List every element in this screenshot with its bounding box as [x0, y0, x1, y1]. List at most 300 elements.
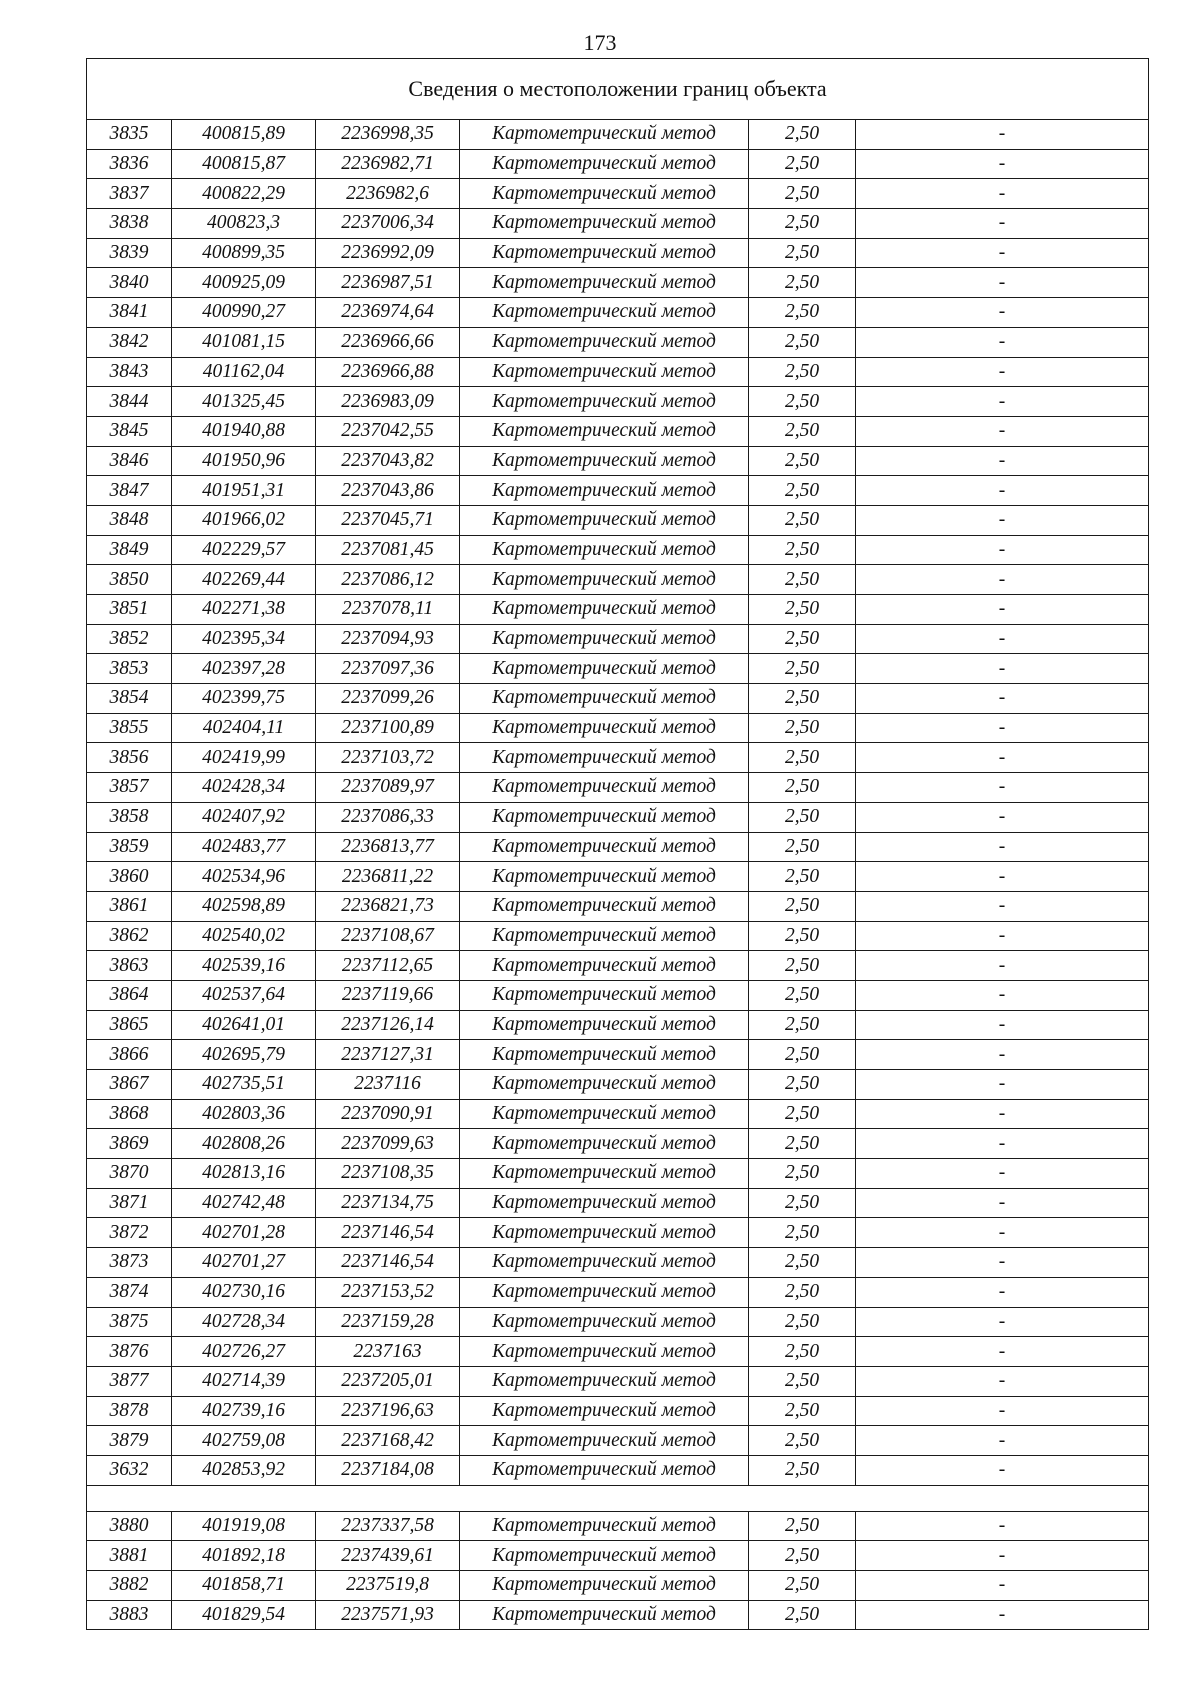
cell-point-number: 3856: [87, 743, 172, 773]
table-title-row: [87, 59, 1149, 120]
table-row: [87, 149, 1149, 179]
cell-precision: 2,50: [749, 120, 856, 150]
table-row: [87, 179, 1149, 209]
cell-precision: 2,50: [749, 1307, 856, 1337]
cell-method: Картометрический метод: [460, 179, 749, 209]
table-row: [87, 951, 1149, 981]
cell-method: Картометрический метод: [460, 535, 749, 565]
cell-y-coordinate: 2237108,67: [316, 921, 460, 951]
cell-description: -: [856, 446, 1149, 476]
cell-point-number: 3846: [87, 446, 172, 476]
cell-precision: 2,50: [749, 209, 856, 239]
cell-point-number: 3872: [87, 1218, 172, 1248]
table-row: [87, 862, 1149, 892]
table-row: [87, 891, 1149, 921]
cell-x-coordinate: 401162,04: [172, 357, 316, 387]
cell-x-coordinate: 402407,92: [172, 802, 316, 832]
cell-precision: 2,50: [749, 387, 856, 417]
cell-description: -: [856, 1070, 1149, 1100]
boundary-coordinates-table: [86, 58, 1149, 1630]
cell-precision: 2,50: [749, 1159, 856, 1189]
cell-x-coordinate: 401858,71: [172, 1571, 316, 1601]
table-row: [87, 1070, 1149, 1100]
cell-description: -: [856, 1571, 1149, 1601]
cell-point-number: 3844: [87, 387, 172, 417]
cell-point-number: 3877: [87, 1366, 172, 1396]
table-title: Сведения о местоположении границ объекта: [87, 59, 1149, 120]
cell-y-coordinate: 2237205,01: [316, 1366, 460, 1396]
cell-precision: 2,50: [749, 149, 856, 179]
cell-precision: 2,50: [749, 862, 856, 892]
cell-method: Картометрический метод: [460, 1541, 749, 1571]
table-row: [87, 238, 1149, 268]
cell-y-coordinate: 2237099,63: [316, 1129, 460, 1159]
cell-precision: 2,50: [749, 1600, 856, 1630]
cell-precision: 2,50: [749, 1455, 856, 1485]
table-row: [87, 1600, 1149, 1630]
cell-y-coordinate: 2237184,08: [316, 1455, 460, 1485]
cell-description: -: [856, 327, 1149, 357]
cell-description: -: [856, 416, 1149, 446]
cell-y-coordinate: 2236982,6: [316, 179, 460, 209]
cell-point-number: 3859: [87, 832, 172, 862]
cell-description: -: [856, 1541, 1149, 1571]
table-row: [87, 1277, 1149, 1307]
cell-description: -: [856, 1248, 1149, 1278]
cell-point-number: 3852: [87, 624, 172, 654]
cell-description: -: [856, 298, 1149, 328]
cell-method: Картометрический метод: [460, 980, 749, 1010]
cell-method: Картометрический метод: [460, 416, 749, 446]
cell-precision: 2,50: [749, 179, 856, 209]
cell-precision: 2,50: [749, 891, 856, 921]
cell-x-coordinate: 401950,96: [172, 446, 316, 476]
cell-point-number: 3883: [87, 1600, 172, 1630]
table-row: [87, 268, 1149, 298]
cell-precision: 2,50: [749, 1218, 856, 1248]
cell-point-number: 3864: [87, 980, 172, 1010]
cell-y-coordinate: 2237099,26: [316, 684, 460, 714]
cell-method: Картометрический метод: [460, 862, 749, 892]
cell-precision: 2,50: [749, 921, 856, 951]
cell-method: Картометрический метод: [460, 832, 749, 862]
cell-method: Картометрический метод: [460, 1396, 749, 1426]
cell-method: Картометрический метод: [460, 1337, 749, 1367]
table-row: [87, 357, 1149, 387]
cell-point-number: 3842: [87, 327, 172, 357]
cell-point-number: 3876: [87, 1337, 172, 1367]
table-row: [87, 327, 1149, 357]
cell-y-coordinate: 2236966,88: [316, 357, 460, 387]
cell-description: -: [856, 1600, 1149, 1630]
cell-method: Картометрический метод: [460, 1426, 749, 1456]
cell-method: Картометрический метод: [460, 238, 749, 268]
cell-point-number: 3881: [87, 1541, 172, 1571]
cell-precision: 2,50: [749, 1277, 856, 1307]
cell-point-number: 3863: [87, 951, 172, 981]
table-row: [87, 1129, 1149, 1159]
cell-x-coordinate: 400815,87: [172, 149, 316, 179]
cell-x-coordinate: 400990,27: [172, 298, 316, 328]
cell-y-coordinate: 2237043,82: [316, 446, 460, 476]
cell-point-number: 3836: [87, 149, 172, 179]
cell-x-coordinate: 402808,26: [172, 1129, 316, 1159]
table-row: [87, 832, 1149, 862]
cell-method: Картометрический метод: [460, 1218, 749, 1248]
cell-y-coordinate: 2237043,86: [316, 476, 460, 506]
group-separator-row: [87, 1485, 1149, 1511]
cell-x-coordinate: 402534,96: [172, 862, 316, 892]
cell-description: -: [856, 535, 1149, 565]
cell-point-number: 3853: [87, 654, 172, 684]
cell-precision: 2,50: [749, 535, 856, 565]
cell-description: -: [856, 802, 1149, 832]
cell-precision: 2,50: [749, 1070, 856, 1100]
cell-x-coordinate: 402742,48: [172, 1188, 316, 1218]
table-row: [87, 1188, 1149, 1218]
cell-x-coordinate: 402695,79: [172, 1040, 316, 1070]
table-row: [87, 535, 1149, 565]
cell-method: Картометрический метод: [460, 1010, 749, 1040]
cell-x-coordinate: 402714,39: [172, 1366, 316, 1396]
cell-y-coordinate: 2237116: [316, 1070, 460, 1100]
cell-description: -: [856, 773, 1149, 803]
cell-method: Картометрический метод: [460, 1455, 749, 1485]
table-row: [87, 1366, 1149, 1396]
cell-method: Картометрический метод: [460, 1307, 749, 1337]
cell-y-coordinate: 2236966,66: [316, 327, 460, 357]
cell-method: Картометрический метод: [460, 595, 749, 625]
cell-point-number: 3880: [87, 1511, 172, 1541]
table-row: [87, 1218, 1149, 1248]
cell-precision: 2,50: [749, 595, 856, 625]
cell-method: Картометрический метод: [460, 505, 749, 535]
cell-point-number: 3851: [87, 595, 172, 625]
cell-precision: 2,50: [749, 743, 856, 773]
cell-point-number: 3867: [87, 1070, 172, 1100]
cell-y-coordinate: 2237042,55: [316, 416, 460, 446]
cell-x-coordinate: 402701,28: [172, 1218, 316, 1248]
cell-method: Картометрический метод: [460, 1600, 749, 1630]
cell-point-number: 3837: [87, 179, 172, 209]
cell-precision: 2,50: [749, 654, 856, 684]
table-row: [87, 1396, 1149, 1426]
cell-precision: 2,50: [749, 1541, 856, 1571]
cell-point-number: 3882: [87, 1571, 172, 1601]
cell-description: -: [856, 684, 1149, 714]
cell-y-coordinate: 2237103,72: [316, 743, 460, 773]
cell-point-number: 3875: [87, 1307, 172, 1337]
cell-precision: 2,50: [749, 1010, 856, 1040]
cell-y-coordinate: 2237163: [316, 1337, 460, 1367]
cell-precision: 2,50: [749, 1396, 856, 1426]
cell-point-number: 3870: [87, 1159, 172, 1189]
cell-precision: 2,50: [749, 1248, 856, 1278]
cell-y-coordinate: 2237108,35: [316, 1159, 460, 1189]
cell-point-number: 3861: [87, 891, 172, 921]
cell-precision: 2,50: [749, 1366, 856, 1396]
cell-precision: 2,50: [749, 624, 856, 654]
cell-description: -: [856, 1159, 1149, 1189]
cell-y-coordinate: 2237119,66: [316, 980, 460, 1010]
cell-point-number: 3843: [87, 357, 172, 387]
cell-x-coordinate: 402537,64: [172, 980, 316, 1010]
cell-point-number: 3840: [87, 268, 172, 298]
cell-x-coordinate: 400815,89: [172, 120, 316, 150]
cell-precision: 2,50: [749, 298, 856, 328]
cell-description: -: [856, 624, 1149, 654]
cell-y-coordinate: 2237094,93: [316, 624, 460, 654]
cell-point-number: 3848: [87, 505, 172, 535]
cell-description: -: [856, 595, 1149, 625]
table-row: [87, 1337, 1149, 1367]
cell-x-coordinate: 400925,09: [172, 268, 316, 298]
cell-precision: 2,50: [749, 1511, 856, 1541]
cell-point-number: 3847: [87, 476, 172, 506]
table-row: [87, 1511, 1149, 1541]
cell-x-coordinate: 402739,16: [172, 1396, 316, 1426]
cell-method: Картометрический метод: [460, 1277, 749, 1307]
cell-precision: 2,50: [749, 1040, 856, 1070]
cell-y-coordinate: 2237112,65: [316, 951, 460, 981]
cell-x-coordinate: 402428,34: [172, 773, 316, 803]
cell-x-coordinate: 402395,34: [172, 624, 316, 654]
cell-x-coordinate: 402726,27: [172, 1337, 316, 1367]
cell-y-coordinate: 2237337,58: [316, 1511, 460, 1541]
cell-y-coordinate: 2236821,73: [316, 891, 460, 921]
cell-method: Картометрический метод: [460, 891, 749, 921]
cell-x-coordinate: 402641,01: [172, 1010, 316, 1040]
cell-point-number: 3855: [87, 713, 172, 743]
cell-y-coordinate: 2237089,97: [316, 773, 460, 803]
cell-y-coordinate: 2237086,12: [316, 565, 460, 595]
table-row: [87, 713, 1149, 743]
cell-method: Картометрический метод: [460, 565, 749, 595]
cell-point-number: 3841: [87, 298, 172, 328]
table-row: [87, 1159, 1149, 1189]
cell-point-number: 3854: [87, 684, 172, 714]
cell-point-number: 3879: [87, 1426, 172, 1456]
cell-y-coordinate: 2237153,52: [316, 1277, 460, 1307]
cell-precision: 2,50: [749, 802, 856, 832]
cell-method: Картометрический метод: [460, 387, 749, 417]
cell-method: Картометрический метод: [460, 713, 749, 743]
cell-y-coordinate: 2237097,36: [316, 654, 460, 684]
cell-description: -: [856, 1218, 1149, 1248]
cell-method: Картометрический метод: [460, 298, 749, 328]
table-row: [87, 209, 1149, 239]
table-row: [87, 1455, 1149, 1485]
table-row: [87, 980, 1149, 1010]
cell-method: Картометрический метод: [460, 1571, 749, 1601]
cell-x-coordinate: 402419,99: [172, 743, 316, 773]
cell-method: Картометрический метод: [460, 654, 749, 684]
cell-y-coordinate: 2236811,22: [316, 862, 460, 892]
cell-description: -: [856, 565, 1149, 595]
cell-point-number: 3835: [87, 120, 172, 150]
cell-y-coordinate: 2237081,45: [316, 535, 460, 565]
table-row: [87, 743, 1149, 773]
cell-description: -: [856, 1099, 1149, 1129]
cell-point-number: 3845: [87, 416, 172, 446]
page-number: 173: [583, 30, 617, 55]
cell-x-coordinate: 401951,31: [172, 476, 316, 506]
cell-method: Картометрический метод: [460, 743, 749, 773]
cell-precision: 2,50: [749, 1129, 856, 1159]
cell-description: -: [856, 1307, 1149, 1337]
cell-method: Картометрический метод: [460, 327, 749, 357]
cell-x-coordinate: 402730,16: [172, 1277, 316, 1307]
cell-y-coordinate: 2236974,64: [316, 298, 460, 328]
cell-point-number: 3850: [87, 565, 172, 595]
cell-description: -: [856, 387, 1149, 417]
cell-precision: 2,50: [749, 238, 856, 268]
table-row: [87, 595, 1149, 625]
table-body: [87, 59, 1149, 1630]
table-row: [87, 120, 1149, 150]
cell-precision: 2,50: [749, 713, 856, 743]
cell-description: -: [856, 832, 1149, 862]
cell-method: Картометрический метод: [460, 1099, 749, 1129]
cell-method: Картометрический метод: [460, 1159, 749, 1189]
table-row: [87, 684, 1149, 714]
cell-x-coordinate: 402271,38: [172, 595, 316, 625]
cell-y-coordinate: 2237090,91: [316, 1099, 460, 1129]
cell-y-coordinate: 2237146,54: [316, 1218, 460, 1248]
cell-point-number: 3871: [87, 1188, 172, 1218]
cell-x-coordinate: 402404,11: [172, 713, 316, 743]
cell-point-number: 3866: [87, 1040, 172, 1070]
cell-x-coordinate: 401966,02: [172, 505, 316, 535]
cell-y-coordinate: 2237126,14: [316, 1010, 460, 1040]
cell-x-coordinate: 402397,28: [172, 654, 316, 684]
cell-method: Картометрический метод: [460, 684, 749, 714]
cell-method: Картометрический метод: [460, 951, 749, 981]
cell-method: Картометрический метод: [460, 268, 749, 298]
cell-description: -: [856, 1337, 1149, 1367]
table-row: [87, 446, 1149, 476]
table-row: [87, 1099, 1149, 1129]
cell-precision: 2,50: [749, 684, 856, 714]
cell-description: -: [856, 654, 1149, 684]
cell-x-coordinate: 402735,51: [172, 1070, 316, 1100]
cell-point-number: 3868: [87, 1099, 172, 1129]
cell-point-number: 3865: [87, 1010, 172, 1040]
cell-precision: 2,50: [749, 327, 856, 357]
table-row: [87, 1426, 1149, 1456]
cell-y-coordinate: 2237571,93: [316, 1600, 460, 1630]
cell-x-coordinate: 402399,75: [172, 684, 316, 714]
cell-y-coordinate: 2236992,09: [316, 238, 460, 268]
cell-precision: 2,50: [749, 773, 856, 803]
table-row: [87, 1248, 1149, 1278]
cell-y-coordinate: 2237134,75: [316, 1188, 460, 1218]
cell-description: -: [856, 1366, 1149, 1396]
table-row: [87, 476, 1149, 506]
cell-method: Картометрический метод: [460, 357, 749, 387]
cell-y-coordinate: 2237006,34: [316, 209, 460, 239]
table-row: [87, 1010, 1149, 1040]
cell-x-coordinate: 402598,89: [172, 891, 316, 921]
cell-x-coordinate: 402483,77: [172, 832, 316, 862]
cell-point-number: 3839: [87, 238, 172, 268]
cell-x-coordinate: 402813,16: [172, 1159, 316, 1189]
cell-precision: 2,50: [749, 357, 856, 387]
cell-x-coordinate: 402539,16: [172, 951, 316, 981]
cell-method: Картометрический метод: [460, 1129, 749, 1159]
cell-description: -: [856, 238, 1149, 268]
cell-x-coordinate: 400823,3: [172, 209, 316, 239]
cell-y-coordinate: 2237078,11: [316, 595, 460, 625]
cell-x-coordinate: 402229,57: [172, 535, 316, 565]
cell-y-coordinate: 2236998,35: [316, 120, 460, 150]
cell-precision: 2,50: [749, 1571, 856, 1601]
cell-point-number: 3869: [87, 1129, 172, 1159]
cell-y-coordinate: 2236982,71: [316, 149, 460, 179]
cell-point-number: 3862: [87, 921, 172, 951]
cell-x-coordinate: 402853,92: [172, 1455, 316, 1485]
cell-x-coordinate: 402759,08: [172, 1426, 316, 1456]
cell-x-coordinate: 401940,88: [172, 416, 316, 446]
cell-y-coordinate: 2236983,09: [316, 387, 460, 417]
cell-x-coordinate: 402803,36: [172, 1099, 316, 1129]
cell-x-coordinate: 401081,15: [172, 327, 316, 357]
cell-y-coordinate: 2237159,28: [316, 1307, 460, 1337]
table-row: [87, 565, 1149, 595]
cell-description: -: [856, 1426, 1149, 1456]
cell-point-number: 3838: [87, 209, 172, 239]
cell-y-coordinate: 2236813,77: [316, 832, 460, 862]
table-row: [87, 654, 1149, 684]
cell-point-number: 3860: [87, 862, 172, 892]
cell-point-number: 3873: [87, 1248, 172, 1278]
cell-precision: 2,50: [749, 951, 856, 981]
cell-description: -: [856, 505, 1149, 535]
cell-x-coordinate: 402728,34: [172, 1307, 316, 1337]
cell-description: -: [856, 179, 1149, 209]
cell-description: -: [856, 209, 1149, 239]
cell-method: Картометрический метод: [460, 1070, 749, 1100]
cell-point-number: 3878: [87, 1396, 172, 1426]
cell-description: -: [856, 1010, 1149, 1040]
cell-precision: 2,50: [749, 565, 856, 595]
table-row: [87, 773, 1149, 803]
cell-description: -: [856, 268, 1149, 298]
cell-x-coordinate: 402269,44: [172, 565, 316, 595]
cell-method: Картометрический метод: [460, 209, 749, 239]
cell-description: -: [856, 921, 1149, 951]
cell-method: Картометрический метод: [460, 120, 749, 150]
cell-y-coordinate: 2237519,8: [316, 1571, 460, 1601]
cell-point-number: 3874: [87, 1277, 172, 1307]
table-row: [87, 298, 1149, 328]
cell-y-coordinate: 2237045,71: [316, 505, 460, 535]
cell-precision: 2,50: [749, 505, 856, 535]
cell-precision: 2,50: [749, 832, 856, 862]
cell-x-coordinate: 401325,45: [172, 387, 316, 417]
group-separator-cell: [87, 1485, 1149, 1511]
table-row: [87, 921, 1149, 951]
cell-description: -: [856, 862, 1149, 892]
cell-description: -: [856, 1188, 1149, 1218]
cell-x-coordinate: 400822,29: [172, 179, 316, 209]
cell-precision: 2,50: [749, 446, 856, 476]
cell-method: Картометрический метод: [460, 773, 749, 803]
cell-x-coordinate: 401892,18: [172, 1541, 316, 1571]
table-row: [87, 1541, 1149, 1571]
cell-x-coordinate: 401829,54: [172, 1600, 316, 1630]
cell-description: -: [856, 149, 1149, 179]
